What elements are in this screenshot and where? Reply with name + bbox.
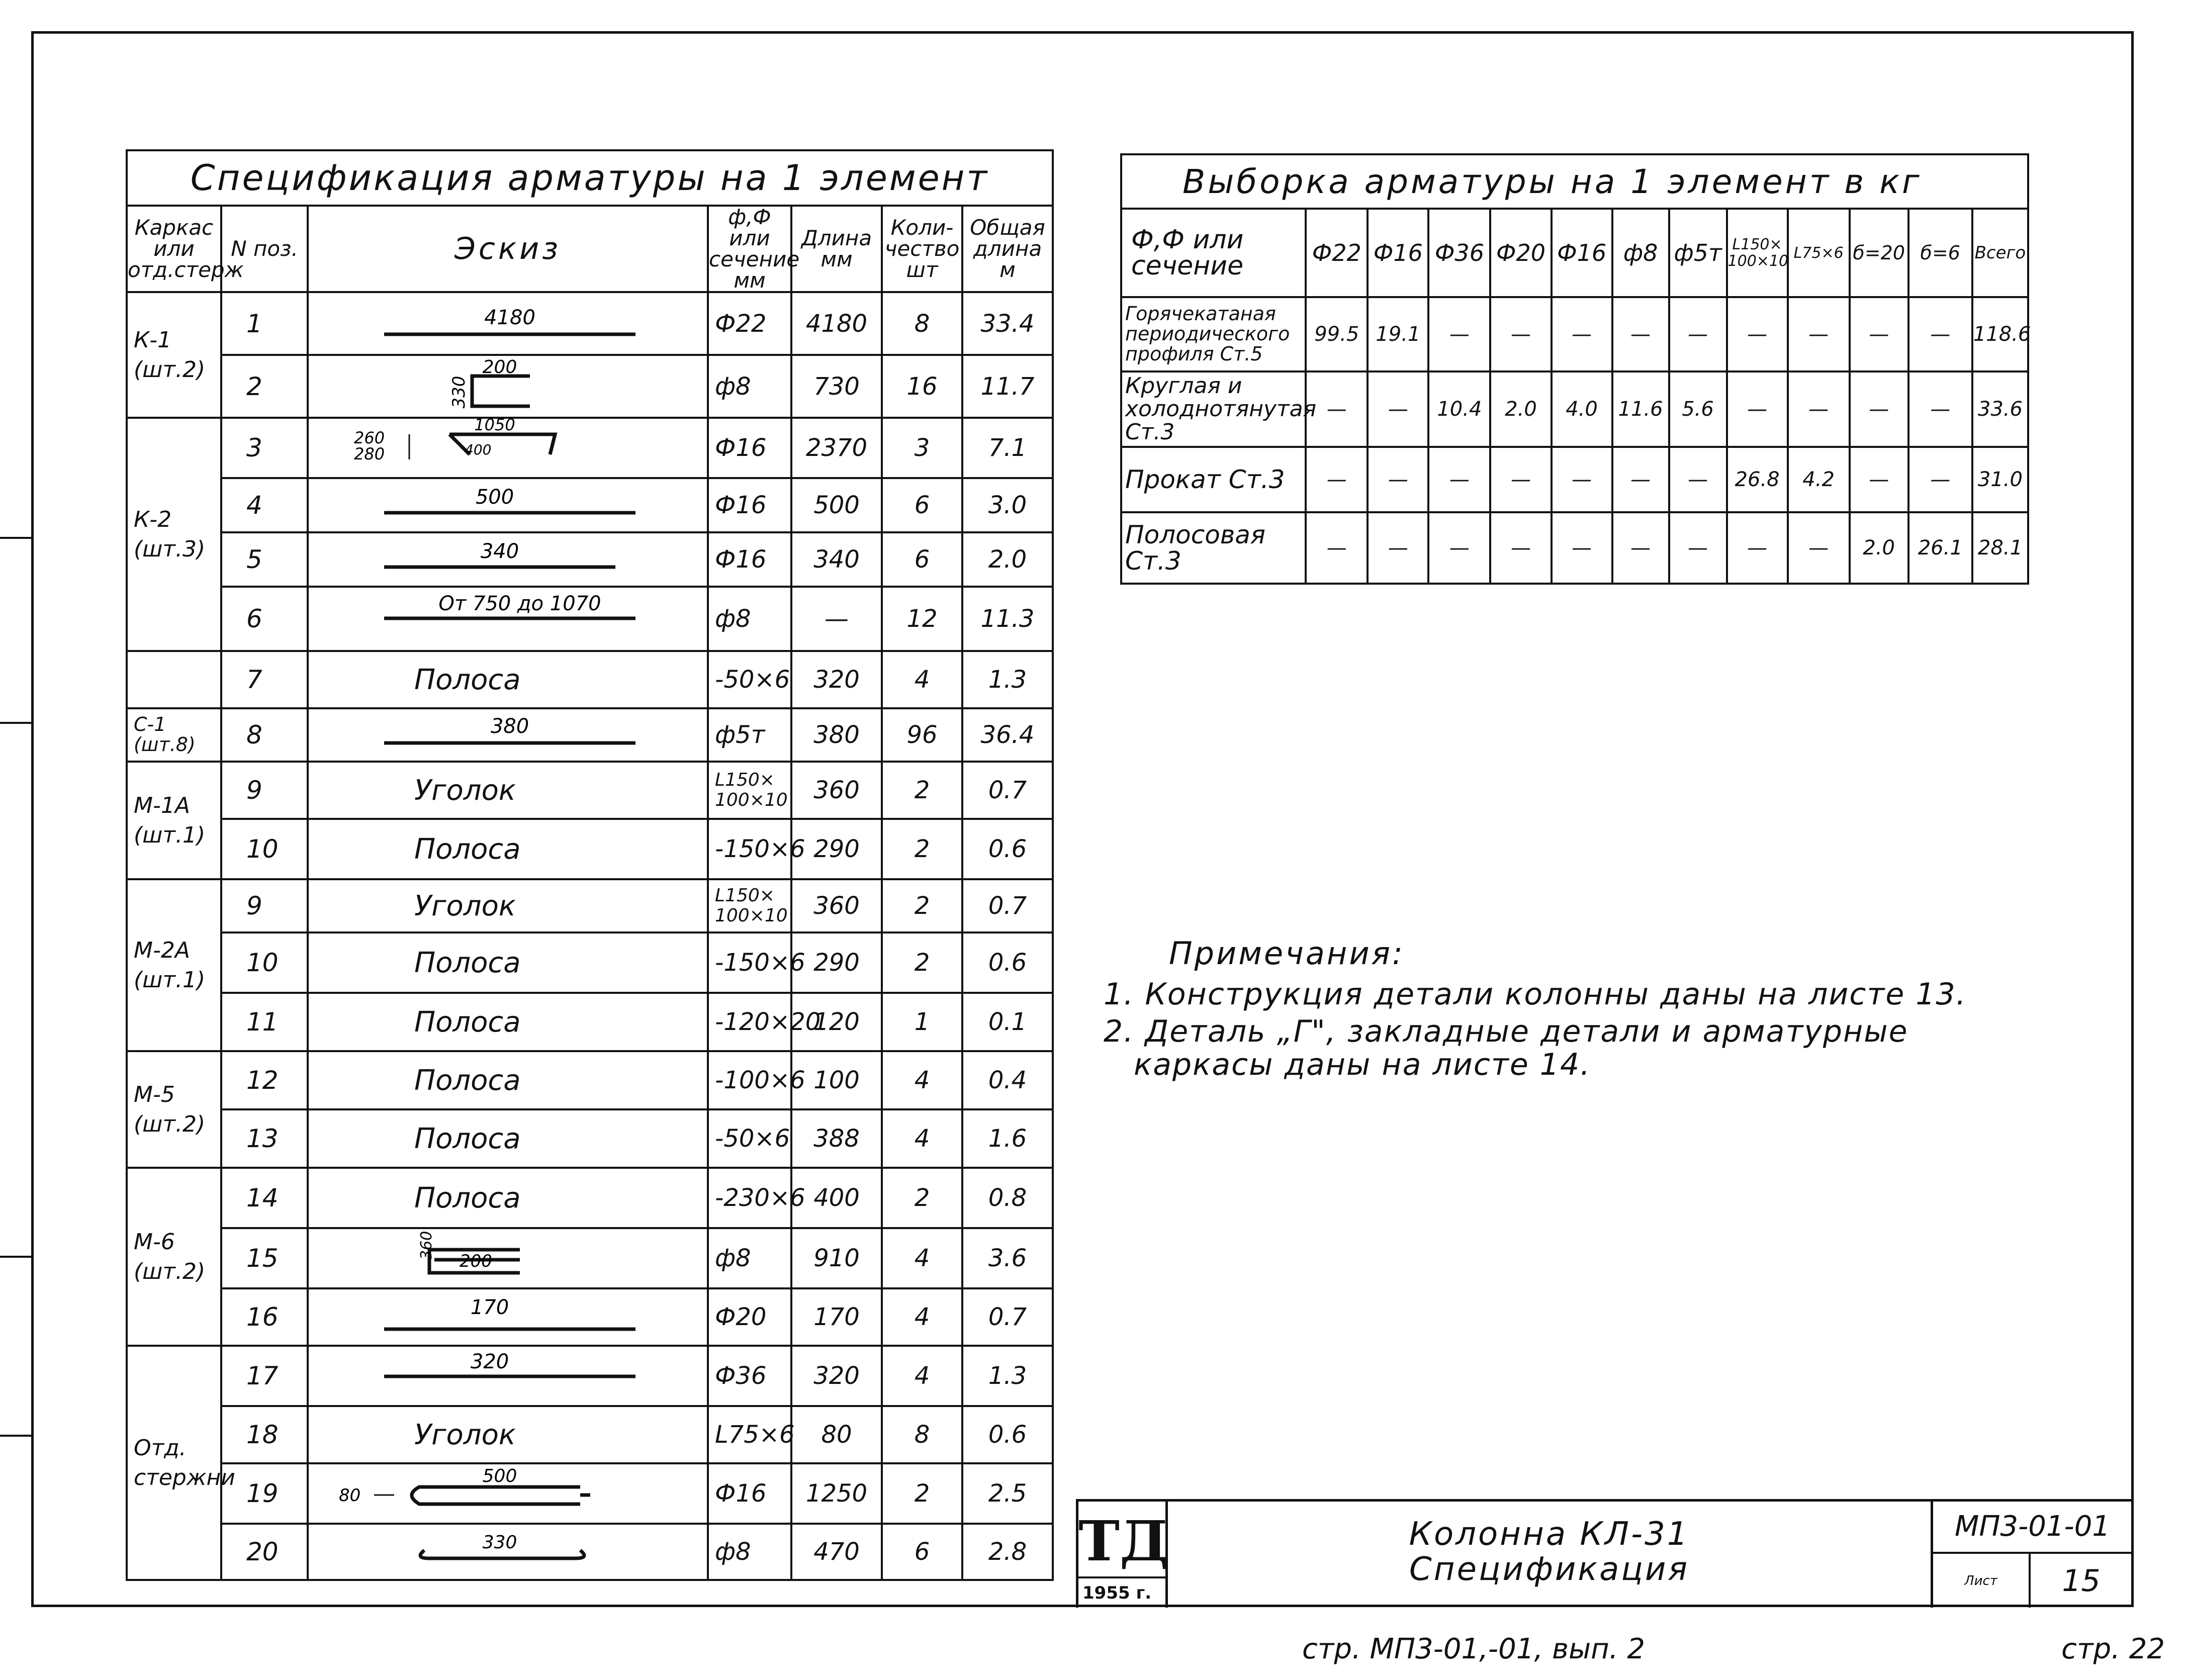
sketch-dimension: 320: [470, 1350, 509, 1373]
qty-cell: 6: [882, 478, 962, 532]
table-row: [127, 1051, 1053, 1109]
margin-tick: [0, 1256, 31, 1258]
length-cell: 400: [791, 1168, 882, 1228]
note-item: 1. Конструкция детали колонны даны на листе 13.: [1104, 977, 1967, 1012]
value-cell: —: [1612, 512, 1669, 584]
table-row: [127, 1406, 1053, 1463]
pos-cell: 9: [221, 762, 308, 819]
value-cell: —: [1306, 447, 1368, 512]
pos-cell: 5: [221, 532, 308, 587]
loop-sketch: [309, 1230, 709, 1287]
publisher-logo: [1078, 1502, 1168, 1608]
title-line: Колонна КЛ-31: [1409, 1516, 1690, 1553]
value-cell: —: [1850, 297, 1908, 371]
table-row: [127, 1168, 1053, 1228]
section-cell: Ф16: [708, 478, 791, 532]
pos-cell: 14: [221, 1168, 308, 1228]
value-cell: 2.0: [1850, 512, 1908, 584]
year-label: 1955 г.: [1078, 1576, 1165, 1608]
qty-cell: 2: [882, 1463, 962, 1524]
section-cell: L150× 100×10: [708, 762, 791, 819]
total-cell: 36.4: [962, 708, 1053, 762]
length-cell: 388: [791, 1109, 882, 1168]
sketch-dimension: 200: [482, 356, 517, 378]
sketch-cell: Полоса: [308, 993, 708, 1051]
row-header: Круглая и холоднотянутая Ст.3: [1121, 371, 1306, 447]
section-cell: -120×20: [708, 993, 791, 1051]
sketch-cell: Уголок: [308, 762, 708, 819]
pos-cell: 1: [221, 292, 308, 355]
sketch-cell: [308, 587, 708, 651]
length-cell: 910: [791, 1228, 882, 1288]
table-row: [127, 651, 1053, 708]
length-cell: 340: [791, 532, 882, 587]
total-cell: 0.7: [962, 879, 1053, 932]
pos-cell: 3: [221, 418, 308, 478]
value-cell: —: [1669, 512, 1727, 584]
length-cell: 2370: [791, 418, 882, 478]
straight-bar-sketch: [309, 1347, 709, 1405]
total-cell: 11.3: [962, 587, 1053, 651]
total-cell: 1.3: [962, 1346, 1053, 1406]
header-col: ф8: [1612, 209, 1669, 297]
value-cell: —: [1368, 447, 1428, 512]
total-cell: 0.7: [962, 1288, 1053, 1346]
sketch-cell: Уголок: [308, 879, 708, 932]
sketch-cell: [308, 292, 708, 355]
pos-cell: 20: [221, 1524, 308, 1580]
header-corner: Ф,Ф или сечение: [1121, 209, 1306, 297]
value-cell: —: [1368, 371, 1428, 447]
section-cell: L75×6: [708, 1406, 791, 1463]
value-cell: 4.0: [1552, 371, 1612, 447]
sketch-cell: [308, 1228, 708, 1288]
table-row: [127, 1109, 1053, 1168]
qty-cell: 96: [882, 708, 962, 762]
length-cell: 80: [791, 1406, 882, 1463]
length-cell: 290: [791, 819, 882, 879]
total-cell: 0.1: [962, 993, 1053, 1051]
header-col: Всего: [1972, 209, 2028, 297]
qty-cell: 8: [882, 1406, 962, 1463]
drawing-title: [1168, 1502, 1931, 1608]
drawing-code: МП3-01-01: [1933, 1502, 2132, 1554]
sketch-cell: [308, 708, 708, 762]
length-cell: 290: [791, 932, 882, 993]
header-col: ф5т: [1669, 209, 1727, 297]
section-cell: Ф16: [708, 1463, 791, 1524]
title-line: Спецификация: [1409, 1551, 1689, 1589]
header-pos: N поз.: [221, 206, 308, 292]
bent-bar-sketch: [309, 415, 709, 477]
header-section: ф,Ф или сечение мм: [709, 205, 800, 293]
table-row: [127, 292, 1053, 355]
section-cell: Ф16: [708, 418, 791, 478]
value-cell: —: [1428, 297, 1490, 371]
sheet-info: [1931, 1502, 2132, 1608]
sketch-dimension: 80: [339, 1485, 361, 1506]
row-header: Прокат Ст.3: [1121, 447, 1306, 512]
row-header: Полосовая Ст.3: [1121, 512, 1306, 584]
total-cell: 2.5: [962, 1463, 1053, 1524]
table-row: [127, 355, 1053, 418]
length-cell: 320: [791, 651, 882, 708]
straight-bar-sketch: [309, 534, 709, 585]
title-block: [1076, 1499, 2132, 1608]
total-cell: 1.3: [962, 651, 1053, 708]
table-row: [127, 708, 1053, 762]
pos-cell: 7: [221, 651, 308, 708]
table-row: [127, 418, 1053, 478]
qty-cell: 4: [882, 1288, 962, 1346]
section-cell: -150×6: [708, 819, 791, 879]
group-cell: М-1А (шт.1): [127, 762, 221, 879]
qty-cell: 8: [882, 292, 962, 355]
pos-cell: 11: [221, 993, 308, 1051]
value-cell: —: [1552, 297, 1612, 371]
value-cell: 26.8: [1727, 447, 1788, 512]
group-cell: М-5 (шт.2): [127, 1051, 221, 1168]
length-cell: —: [791, 587, 882, 651]
value-cell: 11.6: [1612, 371, 1669, 447]
value-cell: —: [1490, 512, 1551, 584]
value-cell: 2.0: [1490, 371, 1551, 447]
value-cell: 10.4: [1428, 371, 1490, 447]
sketch-cell: Полоса: [308, 1168, 708, 1228]
header-col: б=6: [1908, 209, 1972, 297]
value-cell: 26.1: [1908, 512, 1972, 584]
total-cell: 33.4: [962, 292, 1053, 355]
pos-cell: 15: [221, 1228, 308, 1288]
sketch-dimension: 360: [418, 1231, 435, 1260]
value-cell: —: [1306, 512, 1368, 584]
value-cell: —: [1612, 447, 1669, 512]
section-cell: ф5т: [708, 708, 791, 762]
group-cell: М-2А (шт.1): [127, 879, 221, 1051]
value-cell: —: [1850, 371, 1908, 447]
qty-cell: 6: [882, 1524, 962, 1580]
margin-tick: [0, 537, 31, 539]
notes-title: Примечания:: [1169, 935, 1405, 972]
margin-tick: [0, 1435, 31, 1437]
total-cell: 0.6: [962, 932, 1053, 993]
length-cell: 4180: [791, 292, 882, 355]
sketch-dimension: 330: [449, 376, 469, 408]
sketch-dimension: 170: [470, 1296, 509, 1319]
total-cell: 0.6: [962, 1406, 1053, 1463]
section-cell: ф8: [708, 1524, 791, 1580]
table-row: [127, 532, 1053, 587]
value-cell: —: [1908, 447, 1972, 512]
straight-bar-sketch: [309, 480, 709, 531]
note-item: 2. Деталь „Г", закладные детали и арматурные каркасы даны на листе 14.: [1104, 1014, 1908, 1082]
value-cell: —: [1368, 512, 1428, 584]
table-row: [127, 819, 1053, 879]
value-cell: —: [1850, 447, 1908, 512]
pos-cell: 9: [221, 879, 308, 932]
straight-bar-sketch: [309, 710, 709, 760]
qty-cell: 12: [882, 587, 962, 651]
sketch-cell: [308, 1346, 708, 1406]
table-row: [127, 587, 1053, 651]
length-cell: 1250: [791, 1463, 882, 1524]
value-cell: —: [1788, 297, 1850, 371]
value-cell: —: [1727, 512, 1788, 584]
section-cell: -150×6: [708, 932, 791, 993]
footer-reference: стр. МП3-01,-01, вып. 2: [1302, 1633, 1646, 1665]
section-cell: -100×6: [708, 1051, 791, 1109]
qty-cell: 1: [882, 993, 962, 1051]
qty-cell: 2: [882, 1168, 962, 1228]
total-cell: 0.7: [962, 762, 1053, 819]
qty-cell: 2: [882, 762, 962, 819]
length-cell: 360: [791, 762, 882, 819]
section-cell: -50×6: [708, 1109, 791, 1168]
header-qty: Коли-чество шт: [882, 206, 962, 292]
length-cell: 730: [791, 355, 882, 418]
value-cell: —: [1490, 447, 1551, 512]
header-sketch: Эскиз: [308, 206, 708, 292]
header-length: Длина мм: [791, 206, 882, 292]
header-col: L150× 100×10: [1727, 209, 1788, 297]
value-cell: 31.0: [1972, 447, 2028, 512]
hooked-bar-sketch: [309, 1525, 709, 1578]
total-cell: 1.6: [962, 1109, 1053, 1168]
sketch-dimension: 1050: [474, 415, 515, 434]
sketch-cell: Полоса: [308, 1051, 708, 1109]
header-col: Ф22: [1306, 209, 1368, 297]
section-cell: Ф22: [708, 292, 791, 355]
sketch-cell: [308, 415, 708, 478]
pos-cell: 18: [221, 1406, 308, 1463]
value-cell: 19.1: [1368, 297, 1428, 371]
section-cell: ф8: [708, 355, 791, 418]
group-cell: Отд. стержни: [127, 1346, 221, 1580]
sketch-cell: [308, 1463, 708, 1524]
value-cell: —: [1612, 297, 1669, 371]
sketch-cell: [308, 355, 708, 418]
header-col: Ф16: [1552, 209, 1612, 297]
section-cell: -50×6: [708, 651, 791, 708]
value-cell: —: [1552, 512, 1612, 584]
total-cell: 11.7: [962, 355, 1053, 418]
length-cell: 470: [791, 1524, 882, 1580]
total-cell: 0.6: [962, 819, 1053, 879]
length-cell: 120: [791, 993, 882, 1051]
section-cell: ф8: [708, 1228, 791, 1288]
value-cell: 28.1: [1972, 512, 2028, 584]
table-row: [127, 932, 1053, 993]
header-col: б=20: [1850, 209, 1908, 297]
qty-cell: 4: [882, 1346, 962, 1406]
value-cell: —: [1669, 447, 1727, 512]
qty-cell: 6: [882, 532, 962, 587]
value-cell: —: [1788, 371, 1850, 447]
header-frame: Каркас или отд.стерж: [127, 206, 221, 292]
stirrup-sketch: [309, 357, 709, 416]
table-row: [127, 1463, 1053, 1524]
sketch-dimension: 340: [480, 540, 519, 563]
header-col: Ф20: [1490, 209, 1551, 297]
section-cell: -230×6: [708, 1168, 791, 1228]
section-cell: Ф36: [708, 1346, 791, 1406]
table-row: [1121, 371, 2028, 447]
pos-cell: 4: [221, 478, 308, 532]
sketch-cell: [308, 1288, 708, 1346]
sketch-dimension: 400: [465, 441, 492, 458]
sketch-dimension: 4180: [484, 306, 535, 329]
sketch-cell: Полоса: [308, 651, 708, 708]
specification-table: [126, 149, 1054, 1581]
total-cell: 3.0: [962, 478, 1053, 532]
value-cell: 5.6: [1669, 371, 1727, 447]
section-cell: L150× 100×10: [708, 879, 791, 932]
pos-cell: 12: [221, 1051, 308, 1109]
table-row: [127, 1228, 1053, 1288]
value-cell: —: [1306, 371, 1368, 447]
sketch-dimension: 380: [490, 715, 529, 738]
value-cell: —: [1669, 297, 1727, 371]
value-cell: —: [1552, 447, 1612, 512]
value-cell: —: [1428, 512, 1490, 584]
pos-cell: 8: [221, 708, 308, 762]
qty-cell: 4: [882, 1228, 962, 1288]
pos-cell: 19: [221, 1463, 308, 1524]
group-cell: М-6 (шт.2): [127, 1168, 221, 1346]
length-cell: 100: [791, 1051, 882, 1109]
qty-cell: 3: [882, 418, 962, 478]
header-col: Ф16: [1368, 209, 1428, 297]
total-cell: 3.6: [962, 1228, 1053, 1288]
straight-bar-sketch: [309, 1290, 709, 1344]
total-cell: 2.0: [962, 532, 1053, 587]
value-cell: —: [1908, 371, 1972, 447]
length-cell: 170: [791, 1288, 882, 1346]
sheet-number: 15: [2062, 1563, 2101, 1599]
value-cell: 99.5: [1306, 297, 1368, 371]
selection-table: [1120, 153, 2029, 585]
header-col: L75×6: [1788, 209, 1850, 297]
pos-cell: 10: [221, 819, 308, 879]
sketch-cell: [308, 478, 708, 532]
sketch-dimension: 200: [460, 1251, 492, 1271]
section-cell: ф8: [708, 587, 791, 651]
qty-cell: 2: [882, 879, 962, 932]
table-row: [127, 478, 1053, 532]
pos-cell: 6: [221, 587, 308, 651]
page-number: стр. 22: [2061, 1633, 2165, 1665]
table-row: [1121, 297, 2028, 371]
total-cell: 2.8: [962, 1524, 1053, 1580]
qty-cell: 16: [882, 355, 962, 418]
sheet-label: Лист: [1933, 1554, 2031, 1608]
group-cell: К-1 (шт.2): [127, 292, 221, 418]
value-cell: —: [1490, 297, 1551, 371]
pos-cell: 13: [221, 1109, 308, 1168]
table-row: [127, 1346, 1053, 1406]
sketch-dimension: От 750 до 1070: [438, 592, 601, 615]
sketch-cell: Полоса: [308, 1109, 708, 1168]
sketch-dimension: 500: [482, 1466, 517, 1486]
value-cell: —: [1727, 297, 1788, 371]
sketch-dimension: 330: [482, 1532, 517, 1553]
header-col: Ф36: [1428, 209, 1490, 297]
table-row: [127, 1288, 1053, 1346]
length-cell: 360: [791, 879, 882, 932]
section-cell: Ф16: [708, 532, 791, 587]
pos-cell: 2: [221, 355, 308, 418]
sketch-dimension: 260: [354, 428, 385, 447]
straight-bar-sketch: [309, 588, 709, 649]
value-cell: —: [1788, 512, 1850, 584]
straight-bar-sketch: [309, 294, 709, 353]
hook-bar-sketch: [309, 1465, 709, 1522]
sketch-cell: Полоса: [308, 932, 708, 993]
table-row: [127, 879, 1053, 932]
qty-cell: 4: [882, 1051, 962, 1109]
table-row: [1121, 447, 2028, 512]
table-row: [127, 993, 1053, 1051]
total-cell: 0.4: [962, 1051, 1053, 1109]
pos-cell: 17: [221, 1346, 308, 1406]
table-row: [127, 1524, 1053, 1580]
value-cell: 33.6: [1972, 371, 2028, 447]
qty-cell: 2: [882, 932, 962, 993]
row-header: Горячекатаная периодического профиля Ст.5: [1121, 297, 1306, 371]
value-cell: 118.6: [1972, 297, 2028, 371]
margin-tick: [0, 722, 31, 724]
sketch-cell: Полоса: [308, 819, 708, 879]
length-cell: 500: [791, 478, 882, 532]
group-cell: К-2 (шт.3): [127, 418, 221, 651]
selection-table-title: Выборка арматуры на 1 элемент в кг: [1121, 154, 2028, 209]
pos-cell: 10: [221, 932, 308, 993]
value-cell: —: [1727, 371, 1788, 447]
sketch-dimension: 500: [475, 486, 514, 509]
length-cell: 320: [791, 1346, 882, 1406]
header-total: Общая длина м: [962, 206, 1053, 292]
group-cell: С-1 (шт.8): [127, 708, 221, 762]
section-cell: Ф20: [708, 1288, 791, 1346]
spec-table-title: Спецификация арматуры на 1 элемент: [127, 150, 1053, 206]
pos-cell: 16: [221, 1288, 308, 1346]
value-cell: —: [1428, 447, 1490, 512]
value-cell: 4.2: [1788, 447, 1850, 512]
qty-cell: 4: [882, 1109, 962, 1168]
table-row: [1121, 512, 2028, 584]
value-cell: —: [1908, 297, 1972, 371]
notes-section: [1104, 935, 2059, 1085]
total-cell: 0.8: [962, 1168, 1053, 1228]
total-cell: 7.1: [962, 418, 1053, 478]
sketch-cell: [308, 532, 708, 587]
logo-text: ТД: [1078, 1509, 1169, 1573]
table-row: [127, 762, 1053, 819]
sketch-dimension: 280: [354, 444, 385, 463]
sketch-cell: Уголок: [308, 1406, 708, 1463]
qty-cell: 4: [882, 651, 962, 708]
qty-cell: 2: [882, 819, 962, 879]
sketch-cell: [308, 1524, 708, 1580]
length-cell: 380: [791, 708, 882, 762]
group-cell: [127, 651, 221, 708]
